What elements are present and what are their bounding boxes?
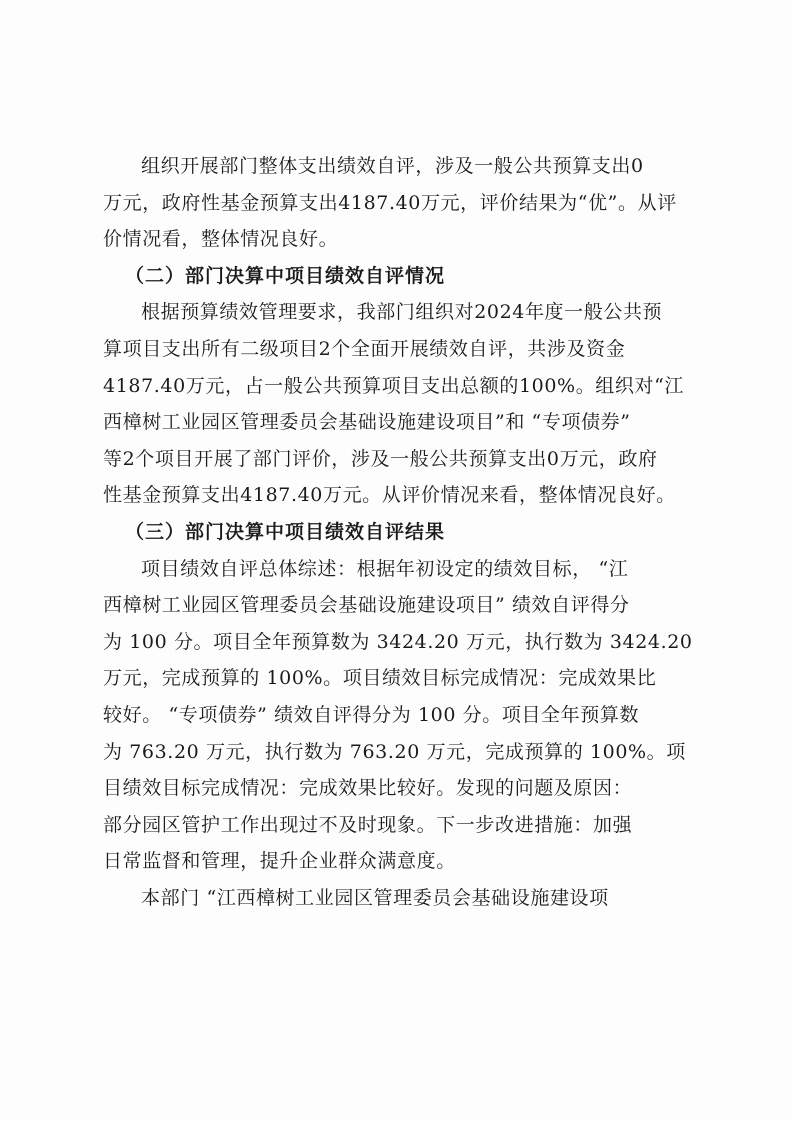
text-line: 较好。 “专项债券” 绩效自评得分为 100 分。项目全年预算数 — [103, 703, 640, 726]
text-line: 本部门 “江西樟树工业园区管理委员会基础设施建设项 — [141, 886, 609, 909]
text-line: 部分园区管护工作出现过不及时现象。下一步改进措施：加强 — [103, 813, 633, 836]
text-line: 性基金预算支出4187.40万元。从评价情况来看，整体情况良好。 — [103, 484, 676, 507]
text-line: 为 100 分。项目全年预算数为 3424.20 万元，执行数为 3424.20 — [103, 630, 693, 653]
text-line: 为 763.20 万元，执行数为 763.20 万元，完成预算的 100%。项 — [103, 740, 686, 763]
section-heading-3: （三）部门决算中项目绩效自评结果 — [125, 520, 446, 543]
paragraph-project-results — [103, 551, 693, 880]
text-line: 万元，政府性基金预算支出4187.40万元，评价结果为“优”。从评 — [103, 191, 677, 214]
text-line: 项目绩效自评总体综述：根据年初设定的绩效目标， “江 — [141, 557, 629, 580]
text-line: 组织开展部门整体支出绩效自评，涉及一般公共预算支出0 — [141, 155, 644, 177]
text-line: 目绩效目标完成情况：完成效果比较好。发现的问题及原因： — [103, 777, 633, 800]
text-line: 算项目支出所有二级项目2个全面开展绩效自评，共涉及资金 — [103, 337, 626, 360]
text-line: 西樟树工业园区管理委员会基础设施建设项目” 绩效自评得分 — [103, 594, 630, 617]
text-line: 等2个项目开展了部门评价，涉及一般公共预算支出0万元，政府 — [103, 447, 658, 470]
document-body — [103, 148, 693, 916]
section-heading-2: （二）部门决算中项目绩效自评情况 — [125, 264, 446, 287]
text-line: 万元，完成预算的 100%。项目绩效目标完成情况：完成效果比 — [103, 667, 657, 690]
paragraph-overall-self-evaluation — [103, 148, 693, 258]
text-line: 4187.40万元，占一般公共预算项目支出总额的100%。组织对“江 — [103, 374, 685, 397]
text-line: 日常监督和管理，提升企业群众满意度。 — [103, 850, 456, 873]
text-line: 价情况看，整体情况良好。 — [103, 228, 339, 251]
text-line: 根据预算绩效管理要求，我部门组织对2024年度一般公共预 — [141, 301, 663, 324]
paragraph-continuation — [103, 880, 693, 917]
text-line: 西樟树工业园区管理委员会基础设施建设项目”和 “专项债券” — [103, 411, 631, 434]
paragraph-project-self-evaluation — [103, 294, 693, 514]
